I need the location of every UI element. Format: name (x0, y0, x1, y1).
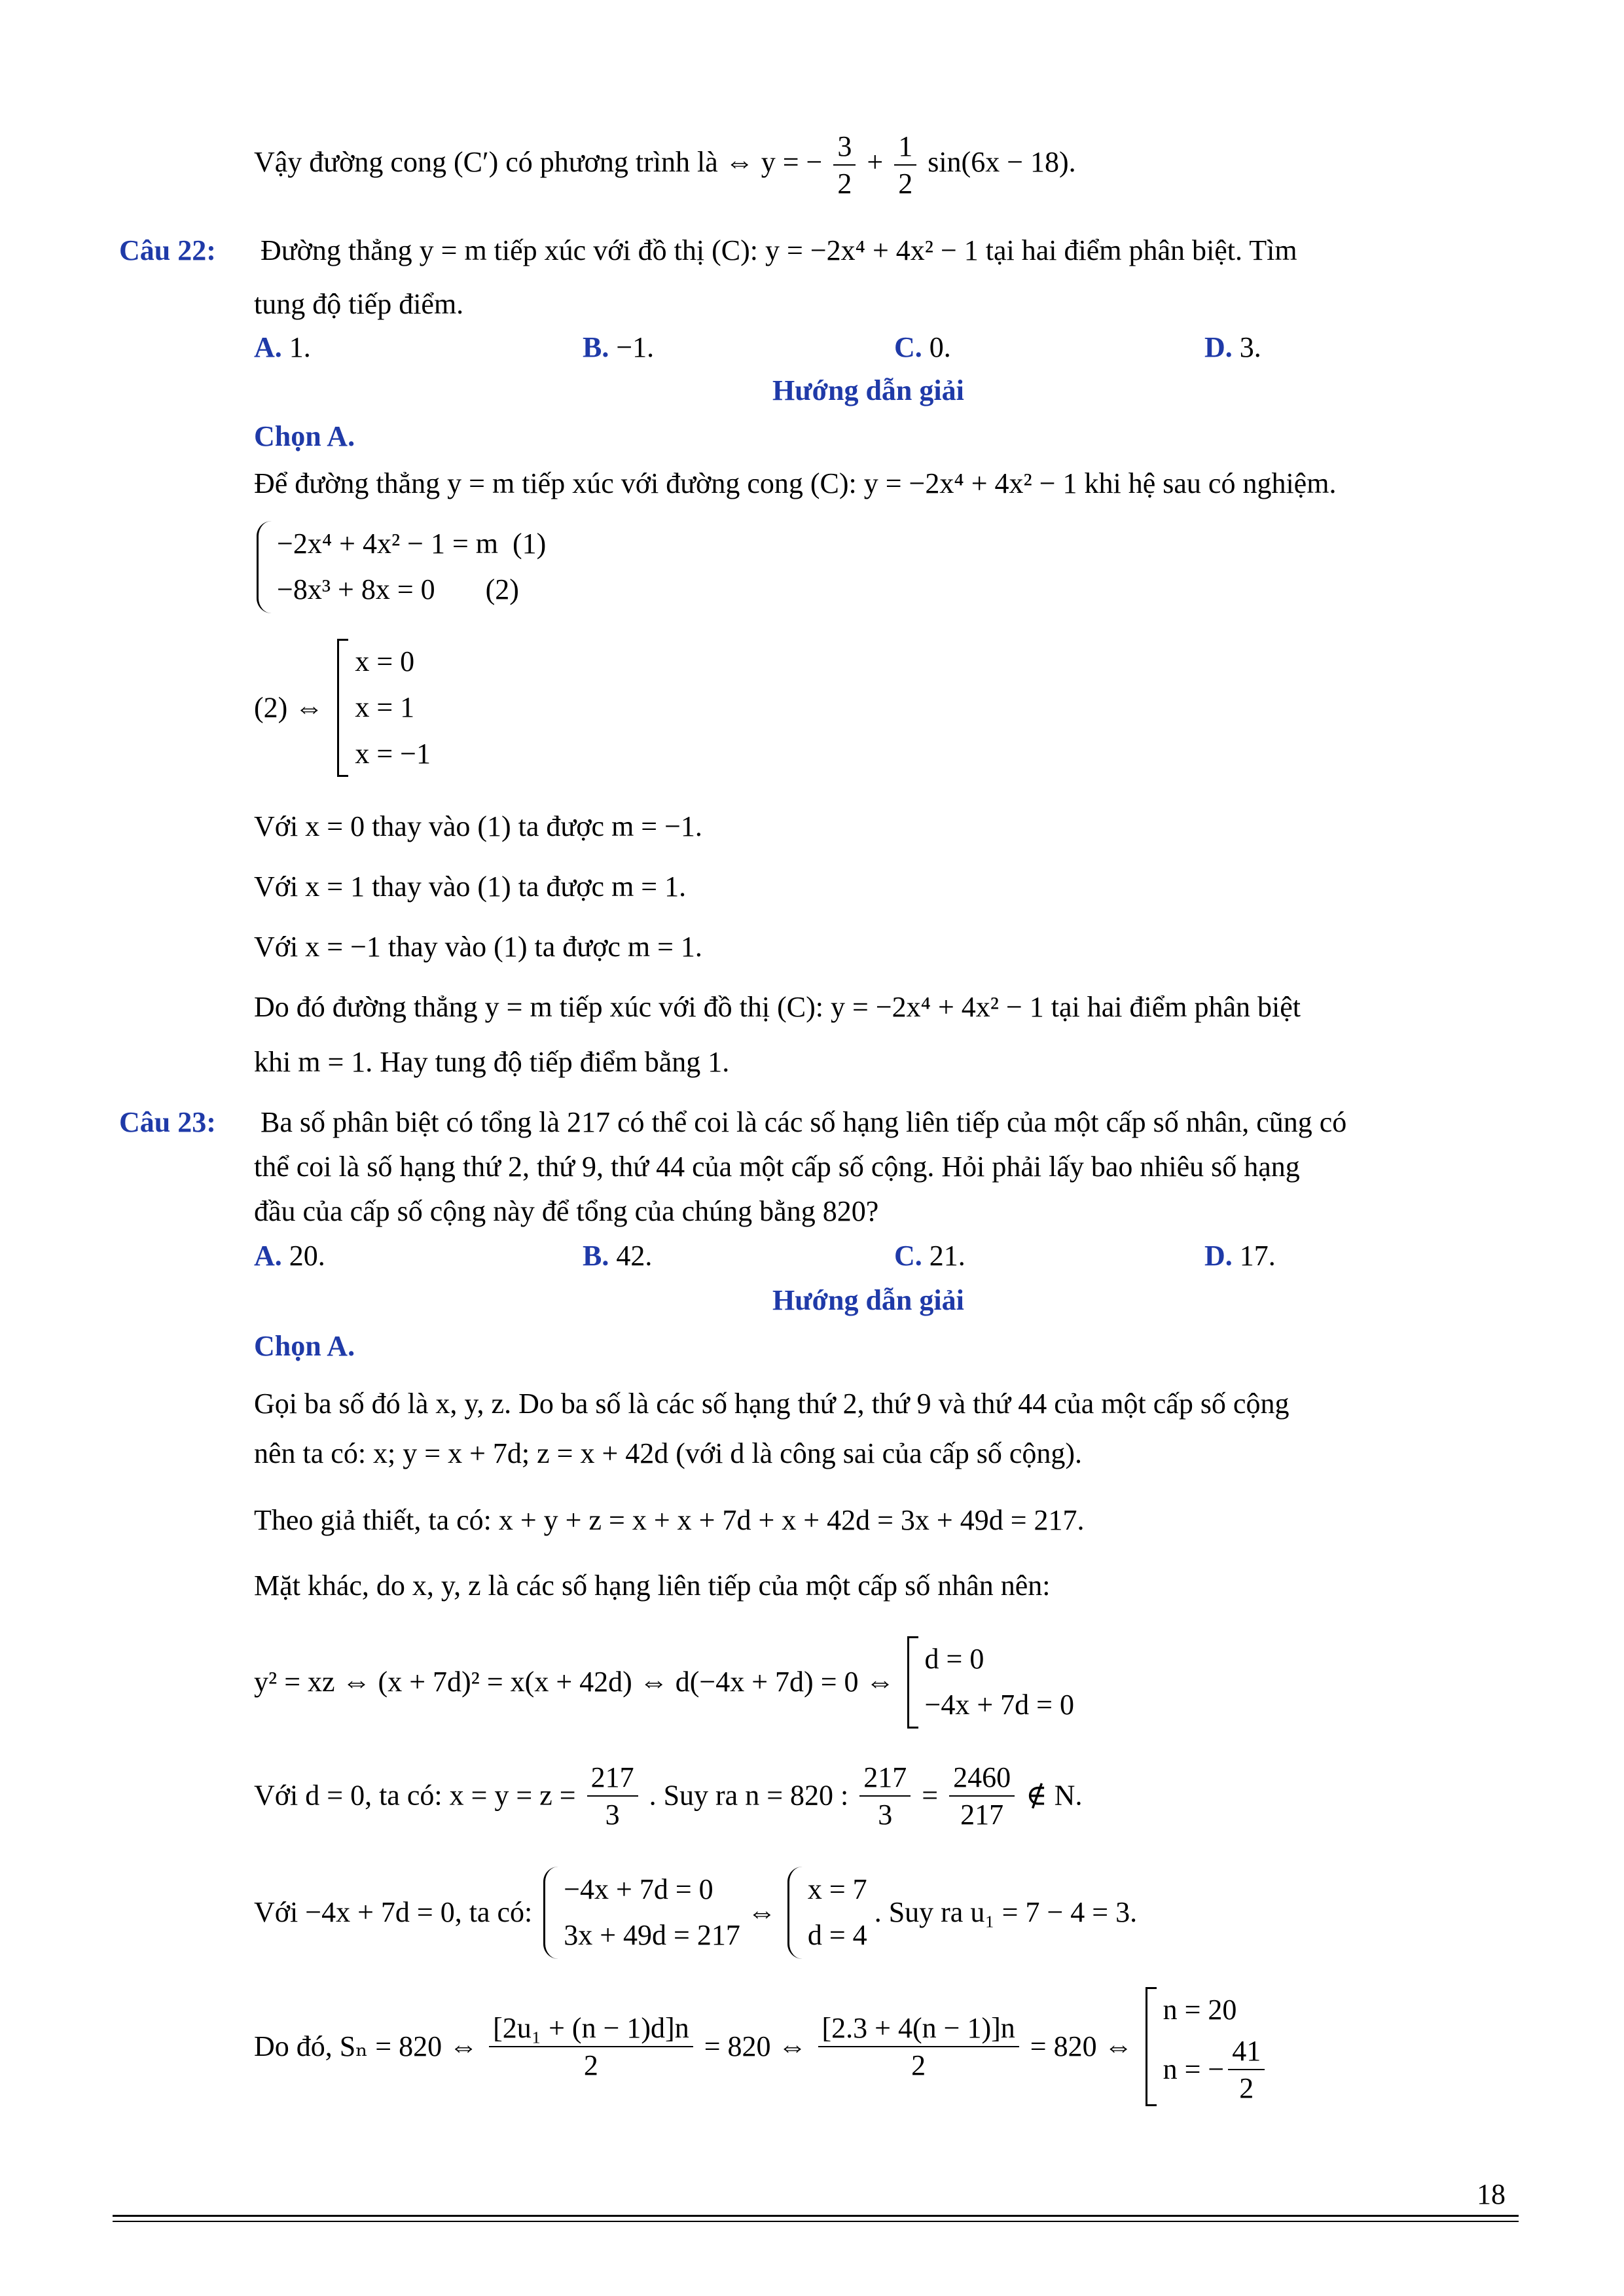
q22-option-d: D. 3. (1204, 331, 1261, 363)
q22-conclusion-2: khi m = 1. Hay tung độ tiếp điểm bằng 1. (254, 1046, 730, 1078)
footer-rule-thick (113, 2215, 1519, 2217)
q22-sub-3: Với x = −1 thay vào (1) ta được m = 1. (254, 931, 702, 963)
intro-curve: (C′) (453, 146, 499, 179)
question-23-stem-2: thể coi là số hạng thứ 2, thứ 9, thứ 44 của một cấp số cộng. Hỏi phải lấy bao nhiêu số hạng (254, 1151, 1300, 1183)
q22-conclusion-1: Do đó đường thẳng y = m tiếp xúc với đồ thị (C): y = −2x⁴ + 4x² − 1 tại hai điểm phân biệt (254, 991, 1301, 1023)
q22-option-a: A. 1. (254, 331, 311, 363)
q23-para-1b: nên ta có: x; y = x + 7d; z = x + 42d (với d là công sai của cấp số cộng). (254, 1437, 1082, 1469)
question-23-stem-3: đầu của cấp số cộng này để tổng của chúng bằng 820? (254, 1195, 879, 1227)
q22-line-1: Để đường thẳng y = m tiếp xúc với đường cong (C): y = −2x⁴ + 4x² − 1 khi hệ sau có nghiệm. (254, 467, 1337, 499)
q22-guide-heading: Hướng dẫn giải (772, 374, 964, 406)
intro-frac-2: $\frac{1}{2}$ (894, 128, 916, 202)
q23-para-1a: Gọi ba số đó là x, y, z. Do ba số là các số hạng thứ 2, thứ 9 và thứ 44 của một cấp số cộng (254, 1388, 1290, 1420)
q23-eq-2: Với d = 0, ta có: x = y = z = $\frac{217}{3}$ . Suy ra n = 820 : $\frac{217}{3}$ = $\frac{2460}{217}$ ∉ N. (254, 1759, 1082, 1833)
intro-frac-1: $\frac{3}{2}$ (833, 128, 856, 202)
q23-eq-4: Do đó, Sₙ = 820 ⇔ $\frac{\text{[2u₁ + (n − 1)d]n}}{2}$ = 820 ⇔ $\frac{[2.3 + 4(n - 1)]n}{2}$ = 820 ⇔ n = 20 n = − $\frac{41}{2}$ (254, 1987, 1269, 2106)
q23-para-3: Mặt khác, do x, y, z là các số hạng liên tiếp của một cấp số nhân nên: (254, 1570, 1051, 1602)
page-number: 18 (1477, 2178, 1506, 2210)
q22-system: −2x⁴ + 4x² − 1 = m (1) −8x³ + 8x = 0 (2) (257, 521, 546, 613)
q22-choice: Chọn A. (254, 420, 355, 452)
question-22-stem-2: tung độ tiếp điểm. (254, 288, 464, 320)
q22-sub-2: Với x = 1 thay vào (1) ta được m = 1. (254, 870, 687, 903)
footer-rule-thin (113, 2221, 1519, 2222)
q22-cases: (2) ⇔ x = 0 x = 1 x = −1 (254, 639, 431, 777)
q22-sub-1: Với x = 0 thay vào (1) ta được m = −1. (254, 810, 702, 842)
intro-mid: có phương trình là ⇔ y = − (505, 146, 823, 179)
q23-choice: Chọn A. (254, 1330, 355, 1362)
question-23-label: Câu 23: (119, 1106, 216, 1138)
q23-eq-1: y² = xz ⇔ (x + 7d)² = x(x + 42d) ⇔ d(−4x + 7d) = 0 ⇔ d = 0 −4x + 7d = 0 (254, 1636, 1074, 1729)
q23-guide-heading: Hướng dẫn giải (772, 1284, 964, 1316)
q23-eq-3: Với −4x + 7d = 0, ta có: −4x + 7d = 0 3x + 49d = 217 ⇔ x = 7 d = 4 . Suy ra u₁ = 7 − 4 = 3. (254, 1867, 1137, 1959)
question-23-stem-1: Ba số phân biệt có tổng là 217 có thể coi là các số hạng liên tiếp của một cấp số nhân, cũng có (261, 1106, 1347, 1138)
q23-para-2: Theo giả thiết, ta có: x + y + z = x + x + 7d + x + 42d = 3x + 49d = 217. (254, 1504, 1085, 1536)
q23-option-d: D. 17. (1204, 1240, 1276, 1272)
question-22-stem-1: Đường thẳng y = m tiếp xúc với đồ thị (C): y = −2x⁴ + 4x² − 1 tại hai điểm phân biệt. Tìm (261, 234, 1297, 266)
intro-line: Vậy đường cong (C′) có phương trình là ⇔ y = − $\frac{3}{2}$ + $\frac{1}{2}$ sin(6x − 18). (254, 128, 1076, 202)
q22-option-c: C. 0. (894, 331, 951, 363)
q22-option-b: B. −1. (583, 331, 655, 363)
q23-option-b: B. 42. (583, 1240, 653, 1272)
intro-text: Vậy đường cong (254, 146, 446, 179)
question-22-label: Câu 22: (119, 234, 216, 266)
q23-option-a: A. 20. (254, 1240, 325, 1272)
q23-option-c: C. 21. (894, 1240, 965, 1272)
